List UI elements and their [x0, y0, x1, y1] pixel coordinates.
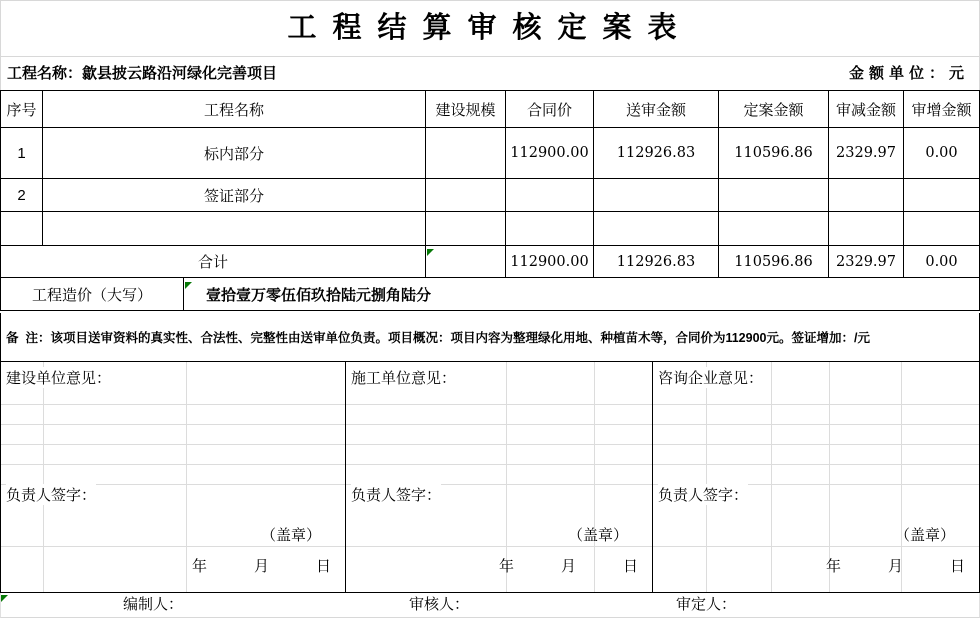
- year-label: 年: [825, 558, 841, 575]
- capital-amount-label: 工程造价（大写）: [1, 278, 184, 310]
- col-header-finalized-amount: 定案金额: [719, 91, 829, 127]
- table-row: [1, 212, 979, 246]
- cell-increased-amount: 0.00: [925, 145, 958, 161]
- seal-label: （盖章）: [260, 527, 321, 544]
- cell-seq: [1, 212, 43, 245]
- cell-scale: [426, 128, 506, 178]
- total-submitted-amount: 112926.83: [594, 246, 719, 277]
- year-label: 年: [498, 558, 514, 575]
- amount-unit-label: 金额单位：元: [848, 65, 969, 82]
- month-label: 月: [560, 558, 576, 575]
- seal-label: （盖章）: [894, 527, 955, 544]
- table-row: [1, 128, 979, 179]
- cell-seq: 2: [1, 179, 43, 211]
- cell-submitted-amount: [594, 212, 719, 245]
- col-header-reduced-amount: 审减金额: [829, 91, 904, 127]
- seal-label: （盖章）: [567, 527, 628, 544]
- cell-finalized-amount: [719, 212, 829, 245]
- total-increased-amount: 0.00: [925, 253, 958, 270]
- col-header-scale: 建设规模: [426, 91, 506, 127]
- cell-scale: [426, 212, 506, 245]
- section-header: 咨询企业意见：: [658, 367, 763, 388]
- construction-unit-opinion-section: [1, 362, 346, 592]
- cell-finalized-amount: [719, 179, 829, 211]
- cell-reduced-amount: [829, 179, 904, 211]
- day-label: 日: [949, 558, 965, 575]
- cell-increased-amount: [904, 212, 979, 245]
- cell-scale: [426, 179, 506, 211]
- signature-label: 负责人签字：: [658, 484, 748, 505]
- year-label: 年: [191, 558, 207, 575]
- capital-amount-value: 壹拾壹万零伍佰玖拾陆元捌角陆分: [206, 286, 432, 304]
- col-header-increased-amount: 审增金额: [911, 101, 972, 119]
- page-title: 工程结算审核定案表: [287, 12, 693, 44]
- green-triangle-icon: [1, 595, 8, 602]
- total-row: [1, 246, 979, 278]
- opinion-sections: [0, 361, 980, 593]
- signature-label: 负责人签字：: [351, 484, 441, 505]
- remark-row: [0, 313, 980, 361]
- contractor-opinion-section: [346, 362, 653, 592]
- summary-table: [0, 90, 980, 311]
- cell-reduced-amount: 2329.97: [829, 128, 904, 178]
- cell-contract-price: [506, 179, 594, 211]
- month-label: 月: [253, 558, 269, 575]
- cell-contract-price: [506, 212, 594, 245]
- capital-amount-row: [1, 278, 979, 310]
- cell-increased-amount: [904, 179, 979, 211]
- section-header: 建设单位意见：: [6, 367, 111, 388]
- project-info-row: [0, 57, 980, 90]
- cell-contract-price: 112900.00: [506, 128, 594, 178]
- cell-project-name: 标内部分: [43, 128, 426, 178]
- cell-seq: 1: [1, 128, 43, 178]
- day-label: 日: [622, 558, 638, 575]
- footer-signers-row: [0, 593, 980, 618]
- green-triangle-icon: [185, 282, 192, 289]
- col-header-contract-price: 合同价: [506, 91, 594, 127]
- project-name-label: 工程名称：歙县披云路沿河绿化完善项目: [7, 65, 278, 82]
- table-header-row: [1, 91, 979, 128]
- signature-label: 负责人签字：: [6, 484, 96, 505]
- green-triangle-icon: [427, 249, 434, 256]
- cell-finalized-amount: 110596.86: [719, 128, 829, 178]
- reviewer-label: 审核人：: [409, 596, 470, 613]
- title-bar: [0, 0, 980, 57]
- consulting-firm-opinion-section: [653, 362, 979, 592]
- approver-label: 审定人：: [676, 596, 737, 613]
- total-finalized-amount: 110596.86: [719, 246, 829, 277]
- date-labels: [499, 555, 638, 576]
- day-label: 日: [315, 558, 331, 575]
- total-reduced-amount: 2329.97: [829, 246, 904, 277]
- cell-submitted-amount: 112926.83: [594, 128, 719, 178]
- total-label: 合计: [1, 246, 426, 277]
- preparer-label: 编制人：: [123, 596, 184, 613]
- col-header-submitted-amount: 送审金额: [594, 91, 719, 127]
- total-contract-price: 112900.00: [506, 246, 594, 277]
- section-header: 施工单位意见：: [351, 367, 456, 388]
- total-scale: [426, 246, 506, 277]
- table-row: [1, 179, 979, 212]
- date-labels: [192, 555, 331, 576]
- col-header-project-name: 工程名称: [43, 91, 426, 127]
- date-labels: [826, 555, 965, 576]
- cell-submitted-amount: [594, 179, 719, 211]
- col-header-seq: 序号: [1, 91, 43, 127]
- cell-reduced-amount: [829, 212, 904, 245]
- remark-text: 备 注：该项目送审资料的真实性、合法性、完整性由送审单位负责。项目概况：项目内容为整理绿化用地、种植苗木等，合同价为112900元。签证增加：/元: [6, 331, 870, 345]
- month-label: 月: [887, 558, 903, 575]
- cell-project-name: [43, 212, 426, 245]
- cell-project-name: 签证部分: [43, 179, 426, 211]
